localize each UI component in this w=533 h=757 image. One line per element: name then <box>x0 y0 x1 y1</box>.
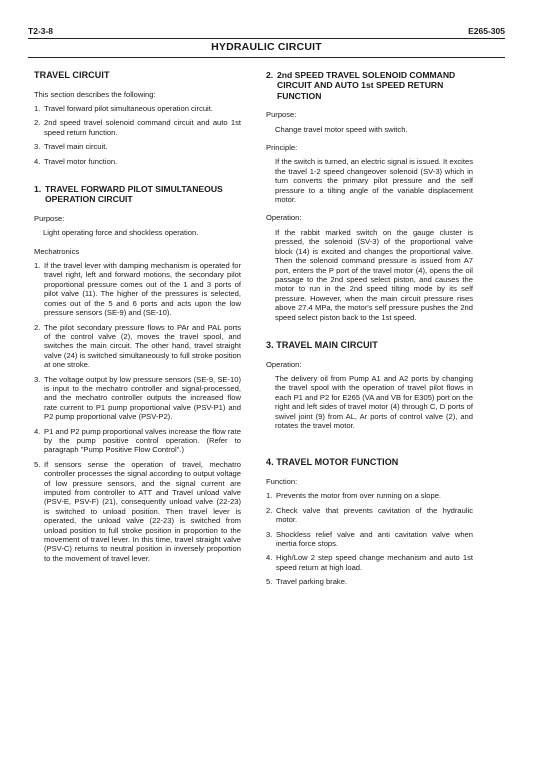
list-item: 1. If the travel lever with damping mechanism is operated for travel right, left and forward motions, the secondary pilot proportional pressure comes out of the 1 and 3 ports of pilot valve (11). The higher of the pressures is selected, comes out of the 5 and 6 ports and acts upon the low pressure sensors (SE-9) and (SE-10). <box>34 261 241 318</box>
list-item: 4. P1 and P2 pump proportional valves increase the flow rate by the pump positive control operation. (Refer to paragraph "Pump Positive Flow Control".) <box>34 426 241 455</box>
left-column <box>34 70 241 572</box>
toc-item: 3. Travel main circuit. <box>34 142 108 152</box>
model-code: E265-305 <box>468 26 505 36</box>
function-label: Function: <box>266 476 298 486</box>
function-list <box>266 491 473 586</box>
main-circuit-operation-text: The delivery oil from Pump A1 and A2 ports by changing the travel spool with the operation of travel pilot flows in each P1 and P2 for E265 (VA and VB for E305) port on the right and left sides of travel motor (4) through C, D ports of swivel joint (9) from AL, Ar ports of control valve (2), and rotates the travel motor. <box>275 373 473 430</box>
toc-item: 4. Travel motor function. <box>34 156 118 166</box>
mechatronics-list <box>34 261 241 563</box>
chapter-title: HYDRAULIC CIRCUIT <box>211 41 322 53</box>
intro-text: This section describes the following: <box>34 89 156 99</box>
section-4-heading: 4. TRAVEL MOTOR FUNCTION <box>266 457 399 468</box>
list-item: 2. The pilot secondary pressure flows to PAr and PAL ports of the control valve (2), moves the travel spool, and switches the main circuit. The other hand, travel straight valve (24) is switched simultaneously to full stroke position at one stroke. <box>34 322 241 370</box>
page-number: T2-3-8 <box>28 26 54 36</box>
list-item: 5. Travel parking brake. <box>266 577 348 587</box>
purpose-text: Light operating force and shockless operation. <box>43 228 199 238</box>
operation-label: Operation: <box>266 213 302 223</box>
list-item: 3. Shockless relief valve and anti cavitation valve when inertia force stops. <box>266 529 473 548</box>
purpose-label: Purpose: <box>34 213 65 223</box>
section-2-heading: 2. 2nd SPEED TRAVEL SOLENOID COMMAND CIRCUIT AND AUTO 1st SPEED RETURN FUNCTION <box>266 70 456 101</box>
chapter-title-bar <box>28 38 505 58</box>
operation-label: Operation: <box>266 359 302 369</box>
page-header <box>28 26 505 38</box>
toc-list <box>34 104 241 166</box>
right-column <box>266 70 473 596</box>
section-1-heading: 1. TRAVEL FORWARD PILOT SIMULTANEOUS OPERATION CIRCUIT <box>34 184 223 205</box>
toc-item: 1. Travel forward pilot simultaneous operation circuit. <box>34 104 213 113</box>
section-3-heading: 3. TRAVEL MAIN CIRCUIT <box>266 339 378 350</box>
list-item: 2. Check valve that prevents cavitation of the hydraulic motor. <box>266 505 473 525</box>
list-item: 1. Prevents the motor from over running on a slope. <box>266 491 442 501</box>
mechatronics-label: Mechatronics <box>34 246 80 256</box>
section-title-travel-circuit: TRAVEL CIRCUIT <box>34 70 110 80</box>
purpose-label: Purpose: <box>266 110 297 120</box>
list-item: 4. High/Low 2 step speed change mechanism and auto 1st speed return at high load. <box>266 553 473 572</box>
list-item: 3. The voltage output by low pressure sensors (SE-9, SE-10) is input to the mechatro controller and signal-processed, and the mechatro controller outputs the increased flow rate current to P1 pump proportional valve (PSV-P1) and P2 pump proportional valve (PSV-P2). <box>34 374 241 422</box>
principle-label: Principle: <box>266 143 298 153</box>
operation-text: If the rabbit marked switch on the gauge cluster is pressed, the solenoid (SV-3) of the proportional valve block (14) is excited and changes the proportional valve. Then the solenoid command pressure is issued from A7 port, enters the P port of the travel motor (4), opens the oil passage to the 2nd speed select piston, and causes the motor to run in the 2nd speed tilting mode by its self pressure. However, when the main circuit pressure rises above 27.4 MPa, the motor's self pressure pushes the 2nd speed select piston back to the 1st speed. <box>275 227 473 322</box>
purpose-text: Change travel motor speed with switch. <box>275 124 408 134</box>
list-item: 5. If sensors sense the operation of travel, mechatro controller processes the signal according to output voltage of low pressure sensors, and the signal current are imputed from controller to ATT and Travel unload valve (PSV-E, PSV-F) (21), consequently unload valve (22-23) is switched to unload position. Then travel lever is operated, the unload valve (22-23) is switched from unload position to full stroke position in proportion to the movement of travel lever. In this time, travel straight valve (PSV-C) returns to neutral position in inversely proportion to the movement of travel lever. <box>34 459 241 563</box>
toc-item: 2. 2nd speed travel solenoid command circuit and auto 1st speed return function. <box>34 118 241 137</box>
principle-text: If the switch is turned, an electric signal is issued. It excites the travel 1-2 speed changeover solenoid (SV-3) which in turn converts the primary pilot pressure and the self pressure to a tilting angle of the variable displacement motor. <box>275 157 473 205</box>
